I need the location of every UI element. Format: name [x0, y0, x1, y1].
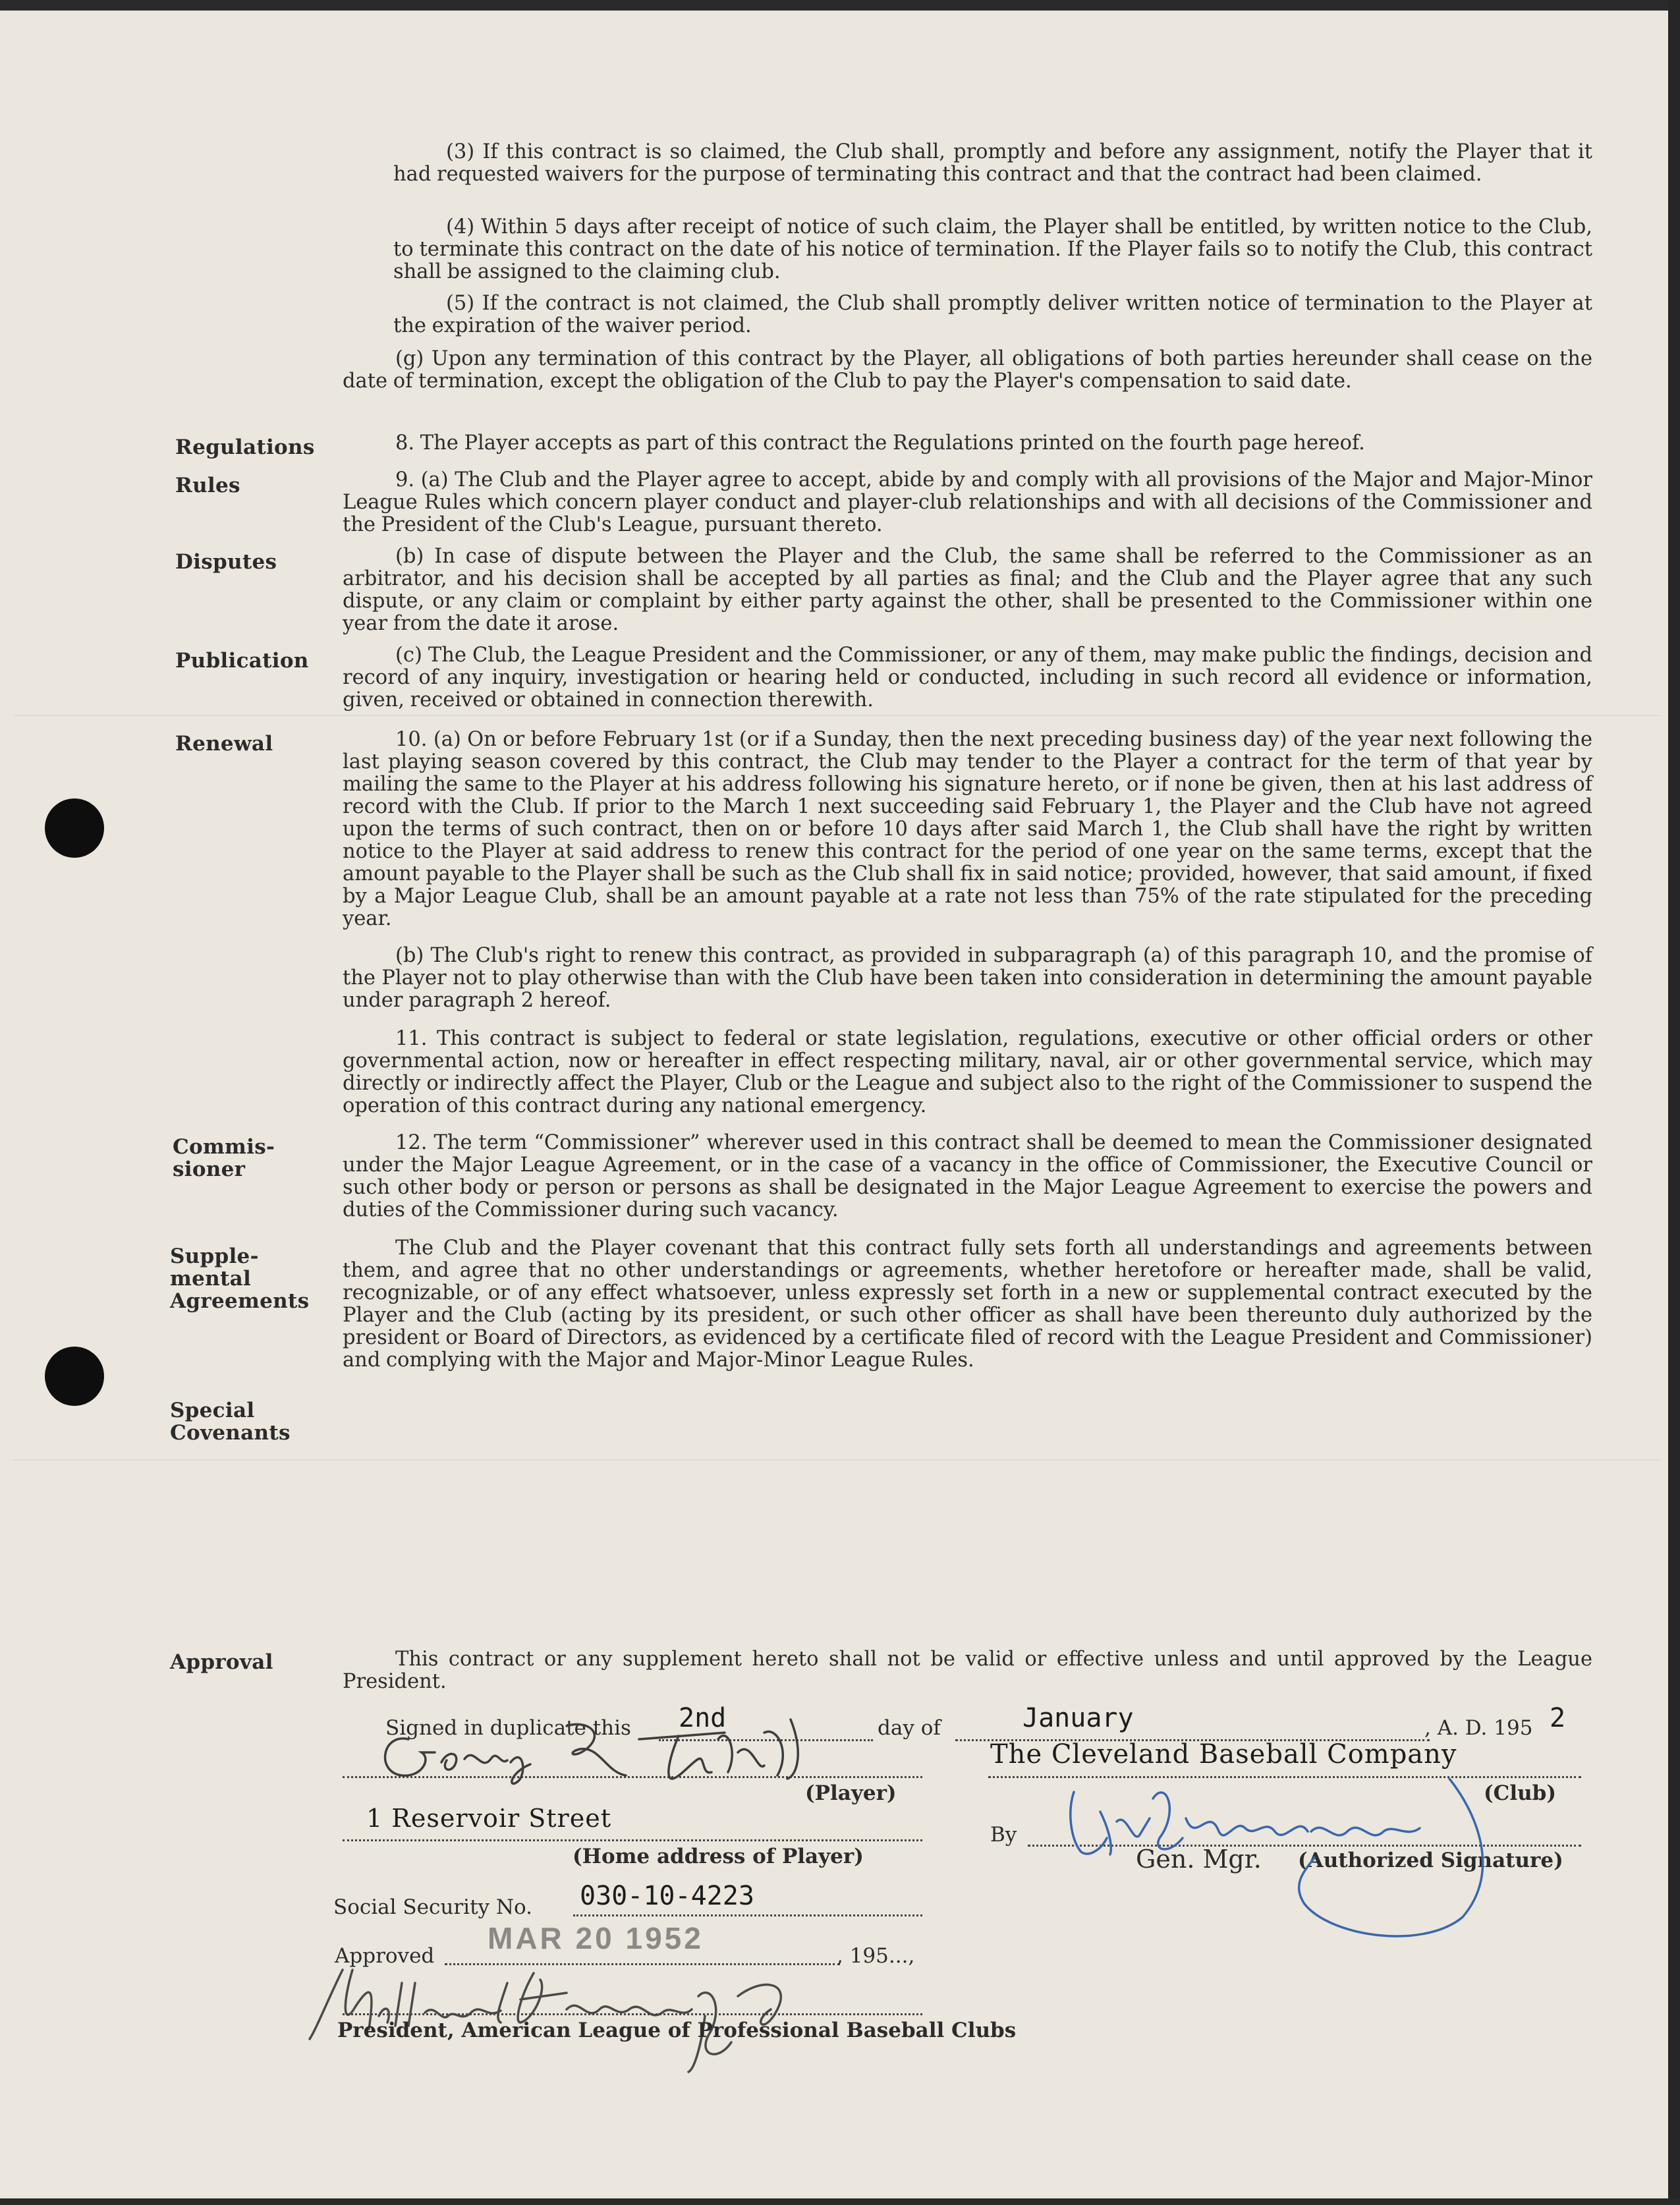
- margin-label-approval: Approval: [170, 1650, 273, 1674]
- margin-label-special-1: Special: [170, 1399, 255, 1422]
- margin-label-rules: Rules: [175, 474, 240, 497]
- ssn-label: Social Security No.: [333, 1895, 532, 1919]
- margin-label-supplemental-2: mental: [170, 1267, 252, 1291]
- margin-label-supplemental-1: Supple-: [170, 1244, 259, 1268]
- paper-fold-line: [13, 715, 1660, 716]
- clause-9b: (b) In case of dispute between the Player and the Club, the same shall be referred to the Commissioner as an arbitrator, and his decision shall be accepted by all parties as final; and the Club and the Player agree that any such dispute, or any claim or complaint by either party against the other, shall be presented to the Commissioner within one year from the date it arose.: [343, 545, 1592, 635]
- ssn-line: [573, 1914, 922, 1916]
- clause-9c: (c) The Club, the League President and the Commissioner, or any of them, may make public the findings, decision and record of any inquiry, investigation or hearing held or conducted, including in such record all evidence or information, given, received or obtained in connection therewith.: [343, 644, 1592, 712]
- home-address-caption: (Home address of Player): [573, 1845, 864, 1868]
- authorized-signature-caption: (Authorized Signature): [1298, 1849, 1563, 1872]
- clause-8: 8. The Player accepts as part of this contract the Regulations printed on the fourth page hereof.: [395, 432, 1365, 455]
- club-signature: [1054, 1739, 1528, 1937]
- by-label: By: [990, 1823, 1017, 1847]
- clause-7g: (g) Upon any termination of this contract by the Player, all obligations of both parties hereunder shall cease on the date of termination, except the obligation of the Club to pay the Player's compensation to said date.: [343, 347, 1592, 393]
- club-caption: (Club): [1484, 1781, 1556, 1805]
- scan-border-bottom: [0, 2198, 1680, 2205]
- day-field-value: 2nd: [679, 1703, 727, 1733]
- clause-12: 12. The term “Commissioner” wherever used in this contract shall be deemed to mean the Commissioner designated under the Major League Agreement, or in the case of a vacancy in the office of Commissioner, the Executive Council or such other body or person or persons as shall be designated in the Major League Agreement to exercise the powers and duties of the Commissioner during such vacancy.: [343, 1131, 1592, 1221]
- margin-label-publication: Publication: [175, 649, 309, 673]
- margin-label-disputes: Disputes: [175, 550, 277, 574]
- margin-label-supplemental-3: Agreements: [170, 1289, 310, 1313]
- player-caption: (Player): [805, 1781, 897, 1805]
- margin-label-commissioner-2: sioner: [173, 1158, 246, 1181]
- punch-hole: [45, 798, 104, 858]
- president-signature: [303, 1957, 896, 2075]
- club-name-value: The Cleveland Baseball Company: [990, 1739, 1457, 1770]
- year-digit-value: 2: [1550, 1703, 1566, 1733]
- margin-label-commissioner-1: Commis-: [173, 1135, 275, 1159]
- ad-year-label: , A. D. 195: [1424, 1716, 1533, 1740]
- home-address-line: [343, 1839, 922, 1841]
- clause-11: 11. This contract is subject to federal or state legislation, regulations, executive or other official orders or other governmental action, now or hereafter in effect respecting military, naval, air or other governmental service, which may directly or indirectly affect the Player, Club or the League and subject also to the right of the Commissioner to suspend the operation of this contract during any national emergency.: [343, 1027, 1592, 1117]
- clause-9a: 9. (a) The Club and the Player agree to accept, abide by and comply with all provisions of the Major and Major-Minor League Rules which concern player conduct and player-club relationships and with all decisions of the Commissioner and the President of the Club's League, pursuant thereto.: [343, 468, 1592, 536]
- month-field-value: January: [1022, 1703, 1134, 1733]
- approved-year-suffix: , 195...,: [837, 1944, 915, 1968]
- ssn-value: 030-10-4223: [580, 1881, 754, 1911]
- punch-hole: [45, 1347, 104, 1406]
- player-signature: [369, 1713, 830, 1792]
- supplemental-agreements-clause: The Club and the Player covenant that this contract fully sets forth all understandings and agreements between them, and agree that no other understandings or agreements, whether heretofore or hereafter made, shall be valid, recognizable, or of any effect whatsoever, unless expressly set forth in a new or supplemental contract executed by the Player and the Club (acting by its president, or such other officer as shall have been thereunto duly authorized by the president or Board of Directors, as evidenced by a certificate filed of record with the League President and Commissioner) and complying with the Major and Major-Minor League Rules.: [343, 1237, 1592, 1372]
- clause-10a: 10. (a) On or before February 1st (or if a Sunday, then the next preceding business day) of the year next following the last playing season covered by this contract, the Club may tender to the Player a contract for the term of that year by mailing the same to the Player at his address following his signature hereto, or if none be given, then at his last address of record with the Club. If prior to the March 1 next succeeding said February 1, the Player and the Club have not agreed upon the terms of such contract, then on or before 10 days after said March 1, the Club shall have the right by written notice to the Player at said address to renew this contract for the period of one year on the same terms, except that the amount payable to the Player shall be such as the Club shall fix in said notice; provided, however, that said amount, if fixed by a Major League Club, shall be an amount payable at a rate not less than 75% of the rate stipulated for the preceding year.: [343, 728, 1592, 930]
- president-caption: President, American League of Professional Baseball Clubs: [337, 2019, 1017, 2042]
- approval-clause: This contract or any supplement hereto shall not be valid or effective unless and until approved by the League President.: [343, 1648, 1592, 1693]
- margin-label-renewal: Renewal: [175, 732, 273, 756]
- margin-label-regulations: Regulations: [175, 435, 315, 459]
- clause-7f-5: (5) If the contract is not claimed, the Club shall promptly deliver written notice of termination to the Player at the expiration of the waiver period.: [393, 292, 1592, 337]
- clause-7f-3: (3) If this contract is so claimed, the Club shall, promptly and before any assignment, notify the Player that it had requested waivers for the purpose of terminating this contract and that the contract had been claimed.: [393, 140, 1592, 186]
- margin-label-special-2: Covenants: [170, 1421, 291, 1445]
- approved-label: Approved: [335, 1944, 435, 1968]
- signed-in-duplicate-label: Signed in duplicate this: [385, 1716, 631, 1740]
- gen-mgr-caption: Gen. Mgr.: [1136, 1845, 1262, 1874]
- day-of-label: day of: [878, 1716, 941, 1740]
- approved-date-stamp: MAR 20 1952: [488, 1921, 704, 1955]
- scan-border-right: [1668, 0, 1680, 2205]
- paper-fold-line: [13, 1459, 1660, 1461]
- home-address-value: 1 Reservoir Street: [366, 1804, 611, 1833]
- clause-7f-4: (4) Within 5 days after receipt of notice of such claim, the Player shall be entitled, by written notice to the Club, to terminate this contract on the date of his notice of termination. If the Player fails so to notify the Club, this contract shall be assigned to the claiming club.: [393, 215, 1592, 283]
- scan-border-top: [0, 0, 1680, 11]
- president-signature-line: [343, 2013, 922, 2015]
- clause-10b: (b) The Club's right to renew this contract, as provided in subparagraph (a) of this paragraph 10, and the promise of the Player not to play otherwise than with the Club have been taken into consideration in determining the amount payable under paragraph 2 hereof.: [343, 944, 1592, 1012]
